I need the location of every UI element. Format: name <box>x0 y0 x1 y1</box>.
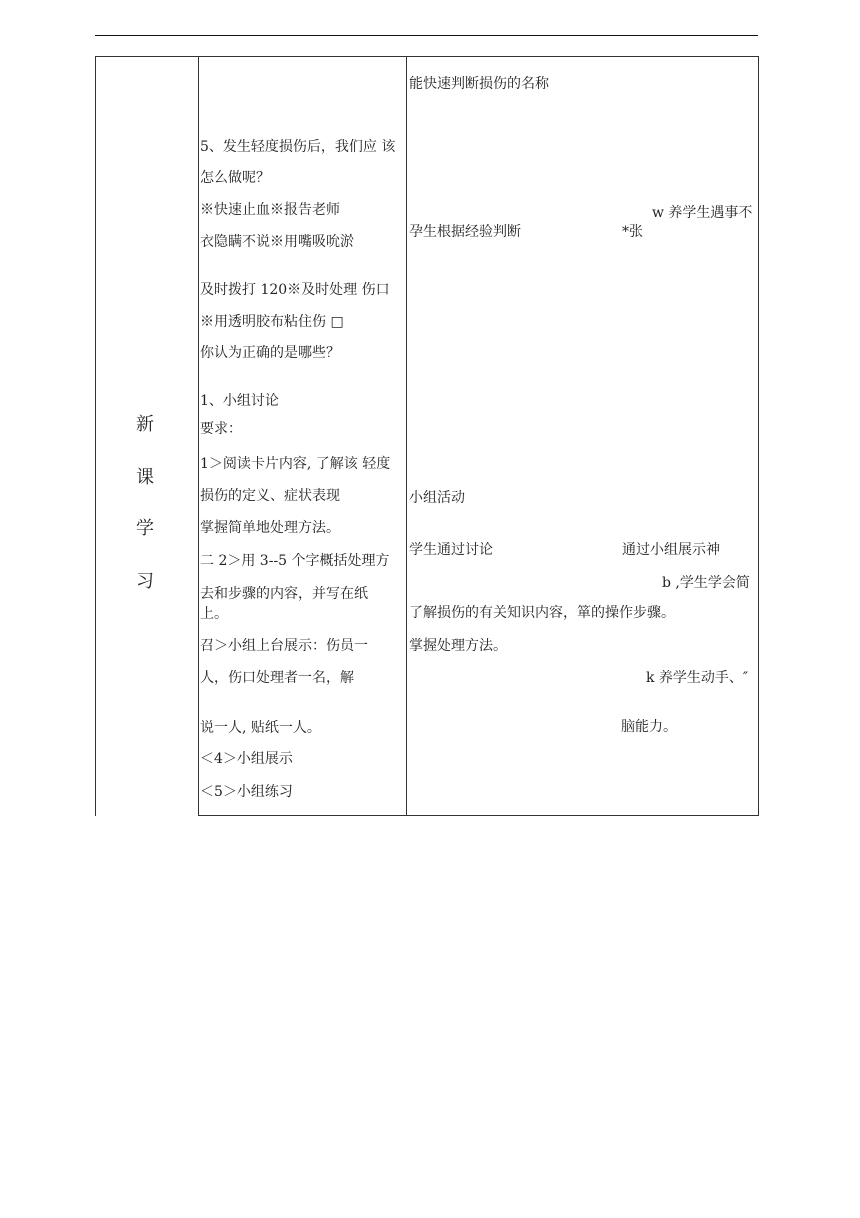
activity-line: 怎么做呢？ <box>200 170 270 186</box>
purpose-line: 脑能力。 <box>621 719 677 735</box>
table-border-right <box>758 56 759 816</box>
section-char: 学 <box>136 518 154 539</box>
purpose-line: 了解损伤的有关知识内容，箪的操作步骤。 <box>409 605 675 621</box>
table-border-top <box>95 56 758 57</box>
purpose-line: 学生通过讨论 <box>409 542 493 558</box>
section-char: 课 <box>136 467 154 488</box>
activity-line: 二 2＞用 3--5 个字概括处理方 <box>200 553 390 569</box>
table-border-bottom <box>198 815 758 816</box>
section-char: 新 <box>136 414 154 435</box>
activity-line: 掌握简单地处理方法。 <box>200 520 340 536</box>
activity-line: 损伤的定义、症状表现 <box>200 488 340 504</box>
activity-line: 1、小组讨论 <box>200 393 279 409</box>
section-char: 习 <box>136 571 154 592</box>
table-divider-2 <box>406 56 407 816</box>
purpose-line: k 养学生动手、″ <box>646 670 749 686</box>
activity-line: 要求： <box>200 421 242 437</box>
activity-line: 人，伤口处理者一名，解 <box>200 670 354 686</box>
activity-line: 召＞小组上台展示：伤员一 <box>200 638 368 654</box>
purpose-line: 掌握处理方法。 <box>409 638 507 654</box>
purpose-line: b ,学生学会简 <box>662 575 750 591</box>
activity-line: 你认为正确的是哪些？ <box>200 345 340 361</box>
activity-line: ＜5＞小组练习 <box>200 784 293 800</box>
activity-line: 去和步骤的内容，并写在纸 <box>200 586 368 602</box>
activity-line: 衣隐瞒不说※用嘴吸吮淤 <box>200 234 354 250</box>
table-divider-1 <box>198 56 199 816</box>
activity-line: 1＞阅读卡片内容, 了解该 轻度 <box>200 456 391 472</box>
activity-line: 上。 <box>200 606 228 622</box>
purpose-line: 孕生根据经验判断 <box>409 224 521 240</box>
header-rule <box>95 35 758 36</box>
activity-line: ※快速止血※报告老师 <box>200 202 340 218</box>
activity-line: 说一人, 贴纸一人。 <box>200 720 321 736</box>
table-border-left <box>95 56 96 816</box>
purpose-line: 能快速判断损伤的名称 <box>409 76 549 92</box>
activity-line: ＜4＞小组展示 <box>200 751 293 767</box>
activity-line: 及时拨打 120※及时处理 伤口 <box>200 282 390 298</box>
purpose-line: 通过小组展示神 <box>622 542 720 558</box>
activity-line: ※用透明胶布粘住伤 □ <box>200 314 344 330</box>
purpose-line: 小组活动 <box>409 490 465 506</box>
purpose-line: *张 <box>622 224 643 240</box>
activity-line: 5、发生轻度损伤后，我们应 该 <box>200 139 396 155</box>
purpose-line: w 养学生遇事不 <box>652 205 753 221</box>
